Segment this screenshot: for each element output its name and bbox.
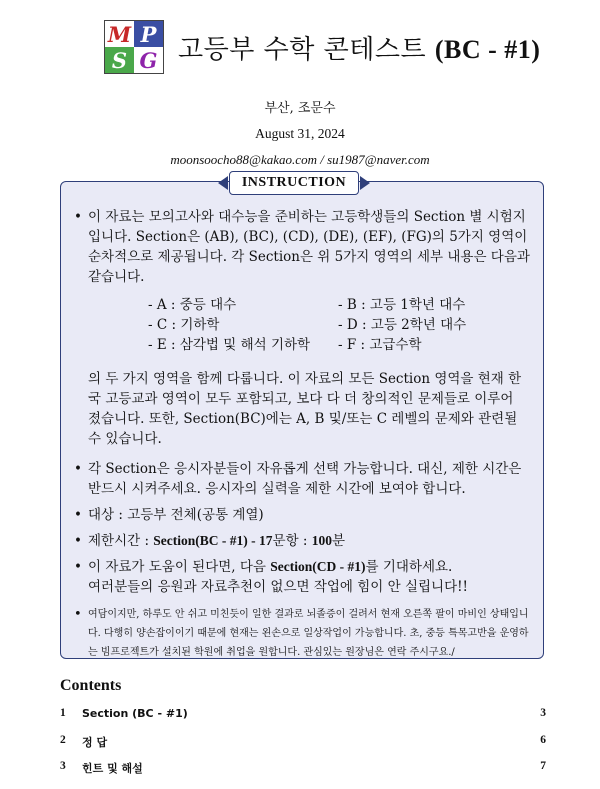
level-item: - A : 중등 대수 bbox=[148, 297, 237, 313]
instruction-badge: INSTRUCTION bbox=[229, 171, 359, 195]
title-korean: 고등부 수학 콘테스트 bbox=[178, 34, 427, 65]
next-end: 를 기대하세요. bbox=[365, 559, 453, 575]
toc-number: 3 bbox=[60, 760, 66, 772]
next-line2: 여러분들의 응원과 자료추천이 없으면 작업에 힘이 안 실립니다!! bbox=[88, 579, 468, 595]
contents-heading: Contents bbox=[60, 677, 122, 694]
time-label: 제한시간 : bbox=[88, 533, 154, 549]
next-pre: 이 자료가 도움이 된다면, 다음 bbox=[88, 559, 271, 575]
logo-letter-g: G bbox=[139, 47, 158, 73]
paragraph-description: 의 두 가지 영역을 함께 다룹니다. 이 자료의 모든 Section 영역을 현재 한국 고등교과 영역이 모두 포함되고, 보다 다 더 창의적인 문제들로 이루어 졌습니다. 또한, Section(BC)에는 A, B 및/또는 C 레벨의 문제와 관련될 수 있습니다. bbox=[88, 371, 522, 447]
bullet-time-limit bbox=[74, 531, 530, 551]
level-item: - C : 기하학 bbox=[148, 317, 220, 333]
title-code: (BC - #1) bbox=[434, 34, 541, 64]
level-item: - E : 삼각법 및 해석 기하학 bbox=[148, 337, 311, 353]
bullet-selection: • 각 Section은 응시자분들이 자유롭게 선택 가능합니다. 대신, 제한 시간은 반드시 시켜주세요. 응시자의 실력을 제한 시간에 보여야 합니다. bbox=[74, 459, 530, 499]
toc-page: 7 bbox=[540, 760, 546, 772]
toc-label: 힌트 및 해설 bbox=[82, 762, 143, 775]
bullet-next-section bbox=[74, 557, 530, 597]
toc-number: 1 bbox=[60, 707, 66, 719]
bullet-intro: • 이 자료는 모의고사와 대수능을 준비하는 고등학생들의 Section 별 시험지입니다. Section은 (AB), (BC), (CD), (DE), (EF), (FG)의 5가지 영역이 순차적으로 제공됩니다. 각 Section은 위 5가지 영역의 세부 내용은 다음과 같습니다. bbox=[74, 207, 530, 287]
instruction-content bbox=[74, 207, 530, 662]
toc-number: 2 bbox=[60, 734, 66, 746]
toc-item[interactable] bbox=[60, 760, 546, 776]
logo-letter-m: M bbox=[107, 21, 132, 47]
mpsg-logo bbox=[104, 20, 164, 74]
toc-item[interactable] bbox=[60, 734, 546, 750]
level-item: - F : 고급수학 bbox=[338, 337, 422, 353]
logo-letter-s: S bbox=[105, 47, 134, 73]
date: August 31, 2024 bbox=[255, 126, 345, 141]
time-count-unit: 문항 : bbox=[272, 533, 312, 549]
time-section: Section(BC - #1) - 17 bbox=[153, 533, 273, 548]
level-item: - D : 고등 2학년 대수 bbox=[338, 317, 467, 333]
level-item: - B : 고등 1학년 대수 bbox=[338, 297, 466, 313]
toc-page: 6 bbox=[540, 734, 546, 746]
bullet-target: • 대상 : 고등부 전체(공통 계열) bbox=[74, 505, 530, 525]
email-addresses: moonsoocho88@kakao.com / su1987@naver.com bbox=[170, 152, 430, 167]
note-personal: • 여담이지만, 하루도 안 쉬고 미친듯이 일한 결과로 뇌졸증이 걸려서 현재 오른쪽 팔이 마비인 상태입니다. 다행히 양손잡이이기 때문에 현재는 왼손으로 일상작업이 가능합니다. 초, 중등 특목고반을 운영하는 빔프로젝트가 설치된 학원에 취업을 원합니다. 관심있는 원장님은 연락 주시구요./ bbox=[74, 605, 530, 662]
logo-letter-p: P bbox=[134, 21, 163, 47]
author: 부산, 조문수 bbox=[264, 101, 336, 116]
level-list bbox=[148, 295, 530, 355]
next-section: Section(CD - #1) bbox=[270, 559, 366, 574]
time-unit: 분 bbox=[332, 533, 346, 549]
toc-label: Section (BC - #1) bbox=[82, 707, 188, 720]
time-minutes: 100 bbox=[311, 533, 332, 548]
toc-page: 3 bbox=[540, 707, 546, 719]
page-title bbox=[178, 29, 540, 66]
header bbox=[104, 20, 540, 74]
toc-item[interactable] bbox=[60, 707, 546, 720]
toc-label: 정 답 bbox=[82, 736, 108, 749]
